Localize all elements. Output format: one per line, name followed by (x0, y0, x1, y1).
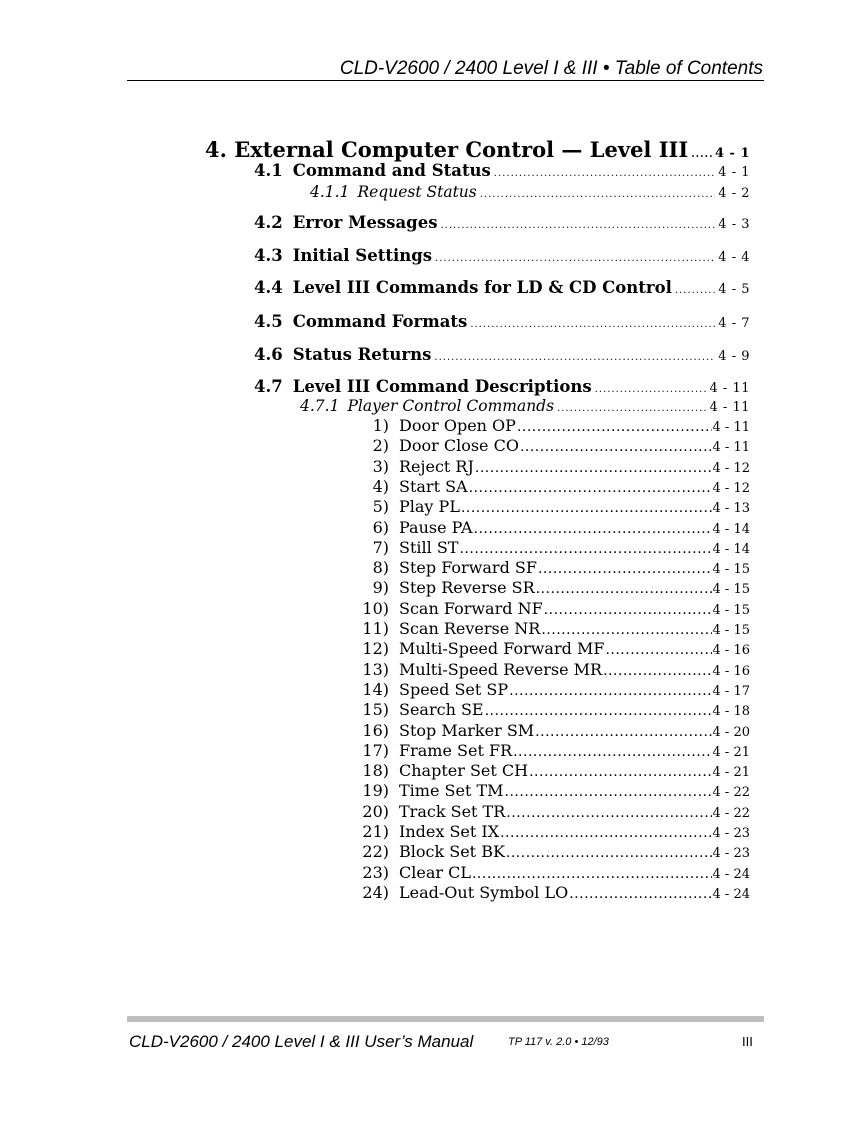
toc-chapter-label: 4. External Computer Control — Level III (205, 137, 689, 162)
toc-command-entry[interactable] (362, 560, 750, 576)
dot-leader (485, 704, 712, 718)
toc-command-number: 16) (362, 720, 389, 740)
toc-command-number: 9) (372, 578, 389, 598)
toc-command-label: Speed Set SP (399, 679, 509, 699)
toc-page-number: 4 - 9 (718, 349, 750, 364)
toc-page-number: 4 - 12 (712, 460, 750, 476)
dot-leader (603, 664, 711, 678)
toc-command-label: Step Forward SF (399, 558, 537, 578)
toc-command-label: Start SA (399, 476, 468, 496)
toc-page-number: 4 - 24 (712, 866, 750, 882)
toc-command-label: Frame Set FR (399, 740, 513, 760)
toc-command-entry[interactable] (362, 783, 750, 799)
footer-revision: TP 117 v. 2.0 • 12/93 (508, 1036, 609, 1048)
toc-page-number: 4 - 20 (712, 724, 750, 740)
toc-page-number: 4 - 11 (712, 420, 750, 435)
toc-command-number: 2) (372, 436, 389, 456)
toc-command-number: 1) (372, 416, 389, 435)
toc-section-entry[interactable] (254, 347, 750, 364)
toc-command-entry[interactable] (362, 679, 750, 699)
toc-section-label: Player Control Commands (347, 397, 555, 415)
header-title: CLD-V2600 / 2400 Level I & III • Table of Contents (339, 58, 763, 79)
toc-page-number: 4 - 11 (712, 440, 750, 456)
toc-command-entry[interactable] (362, 621, 750, 637)
dot-leader (675, 286, 715, 296)
toc-command-label: Reject RJ (399, 456, 474, 476)
toc-page-number: 4 - 16 (712, 643, 750, 659)
dot-leader (480, 190, 716, 200)
dot-leader (469, 481, 712, 495)
toc-command-number: 22) (362, 842, 389, 862)
dot-leader (435, 254, 715, 264)
toc-section-label: Level III Command Descriptions (292, 377, 592, 396)
toc-section-label: Error Messages (292, 213, 438, 232)
toc-page-number: 4 - 22 (712, 805, 750, 821)
footer-divider (127, 1016, 764, 1022)
dot-leader (691, 150, 712, 160)
toc-command-entry[interactable] (362, 763, 750, 779)
toc-command-number: 18) (362, 761, 389, 781)
toc-command-entry[interactable] (362, 659, 750, 679)
toc-page-number: 4 - 24 (712, 886, 750, 902)
toc-command-number: 8) (372, 558, 389, 578)
toc-section-number: 4.7 (254, 377, 283, 396)
toc-page-number: 4 - 14 (712, 541, 750, 557)
toc-command-label: Track Set TR (399, 801, 506, 821)
dot-leader (538, 562, 712, 576)
toc-command-entry[interactable] (362, 720, 750, 740)
toc-command-number: 14) (362, 679, 389, 699)
toc-page-number: 4 - 3 (718, 217, 750, 232)
toc-page-number: 4 - 21 (712, 765, 750, 781)
toc-command-label: Index Set IX (399, 822, 500, 841)
toc-page-number: 4 - 22 (712, 785, 750, 801)
toc-command-label: Pause PA (399, 517, 473, 537)
toc-command-number: 15) (362, 700, 389, 720)
dot-leader (470, 320, 715, 330)
toc-section-entry[interactable] (254, 280, 750, 297)
dot-leader (595, 385, 707, 395)
toc-command-number: 17) (362, 740, 389, 760)
dot-leader (517, 420, 712, 434)
dot-leader (535, 725, 711, 739)
dot-leader (475, 461, 712, 475)
toc-subsection-entry[interactable] (300, 399, 750, 415)
toc-command-entry[interactable] (362, 598, 750, 618)
toc-chapter-entry[interactable] (205, 139, 750, 160)
toc-command-entry[interactable] (362, 517, 750, 537)
dot-leader (505, 785, 712, 799)
toc-command-label: Play PL (399, 497, 460, 517)
toc-command-number: 23) (362, 862, 389, 882)
dot-leader (557, 404, 706, 414)
toc-command-label: Block Set BK (399, 842, 505, 862)
toc-section-entry[interactable] (254, 379, 750, 396)
toc-command-entry[interactable] (362, 537, 750, 557)
toc-command-label: Still ST (399, 537, 459, 557)
toc-command-entry[interactable] (362, 438, 750, 454)
dot-leader (544, 603, 712, 617)
toc-command-number: 19) (362, 781, 389, 801)
toc-page-number: 4 - 23 (712, 846, 750, 862)
toc-command-number: 7) (372, 537, 389, 557)
dot-leader (506, 806, 711, 820)
toc-section-number: 4.5 (254, 312, 283, 331)
toc-section-number: 4.1.1 (310, 183, 350, 201)
toc-page-number: 4 - 18 (712, 704, 750, 720)
toc-page-number: 4 - 15 (712, 582, 750, 598)
toc-command-label: Multi-Speed Reverse MR (399, 659, 603, 679)
toc-command-number: 12) (362, 639, 389, 659)
toc-page-number: 4 - 15 (712, 562, 750, 578)
toc-page-number: 4 - 4 (718, 250, 750, 265)
dot-leader (509, 684, 711, 698)
toc-command-entry[interactable] (362, 702, 750, 718)
toc-page-number: 4 - 23 (712, 826, 750, 841)
dot-leader (520, 440, 712, 454)
toc-command-label: Search SE (399, 700, 484, 720)
toc-page-number: 4 - 1 (718, 165, 750, 180)
dot-leader (472, 867, 712, 881)
toc-command-label: Door Open OP (399, 416, 516, 435)
toc-command-entry[interactable] (362, 882, 750, 902)
toc-section-entry[interactable] (254, 215, 750, 232)
dot-leader (513, 745, 711, 759)
toc-command-label: Stop Marker SM (399, 720, 535, 740)
toc-page-number: 4 - 14 (712, 521, 750, 537)
toc-section-number: 4.4 (254, 278, 283, 297)
toc-command-label: Step Reverse SR (399, 578, 535, 598)
toc-command-entry[interactable] (362, 740, 750, 760)
toc-command-label: Scan Reverse NR (399, 619, 541, 638)
toc-section-number: 4.7.1 (300, 397, 340, 415)
toc-subsection-entry[interactable] (310, 185, 750, 201)
toc-section-label: Command and Status (292, 161, 491, 180)
toc-command-label: Door Close CO (399, 436, 519, 456)
toc-page-number: 4 - 15 (712, 602, 750, 618)
toc-section-number: 4.6 (254, 345, 283, 364)
toc-section-label: Request Status (357, 183, 477, 201)
toc-section-label: Level III Commands for LD & CD Control (292, 278, 672, 297)
toc-command-number: 5) (372, 497, 389, 517)
toc-page-number: 4 - 12 (712, 480, 750, 496)
toc-section-entry[interactable] (254, 314, 750, 331)
toc-page-number: 4 - 17 (712, 683, 750, 699)
toc-command-number: 6) (372, 517, 389, 537)
toc-section-entry[interactable] (254, 163, 750, 180)
dot-leader (500, 826, 711, 840)
toc-page-number: 4 - 2 (718, 186, 750, 201)
toc-command-label: Scan Forward NF (399, 598, 543, 618)
dot-leader (459, 542, 711, 556)
toc-command-label: Time Set TM (399, 781, 504, 801)
toc-command-entry[interactable] (362, 418, 750, 434)
toc-command-number: 24) (362, 882, 389, 902)
toc-section-number: 4.3 (254, 246, 283, 265)
dot-leader (461, 501, 712, 515)
toc-command-number: 13) (362, 659, 389, 679)
toc-command-entry[interactable] (362, 801, 750, 821)
toc-command-entry[interactable] (362, 862, 750, 882)
toc-page-number: 4 - 5 (718, 282, 750, 297)
dot-leader (474, 522, 712, 536)
toc-command-number: 21) (362, 822, 389, 841)
toc-command-entry[interactable] (362, 499, 750, 515)
toc-command-label: Multi-Speed Forward MF (399, 639, 605, 659)
toc-command-entry[interactable] (362, 844, 750, 860)
toc-command-label: Clear CL (399, 862, 471, 882)
toc-command-entry[interactable] (362, 580, 750, 596)
footer-manual-title: CLD-V2600 / 2400 Level I & III User’s Manual (129, 1032, 474, 1051)
dot-leader (506, 846, 712, 860)
toc-section-label: Command Formats (292, 312, 468, 331)
toc-page-number: 4 - 11 (709, 381, 750, 396)
toc-page-number: 4 - 21 (712, 744, 750, 760)
toc-section-label: Status Returns (292, 345, 432, 364)
toc-command-number: 10) (362, 598, 389, 618)
footer-page-number: III (742, 1034, 753, 1049)
toc-page-number: 4 - 7 (718, 316, 750, 331)
dot-leader (529, 765, 711, 779)
toc-command-entry[interactable] (362, 476, 750, 496)
toc-command-number: 3) (372, 456, 389, 476)
dot-leader (605, 643, 711, 657)
toc-command-label: Lead-Out Symbol LO (399, 882, 569, 902)
toc-section-number: 4.1 (254, 161, 283, 180)
toc-section-entry[interactable] (254, 248, 750, 265)
toc-command-number: 11) (362, 619, 389, 638)
toc-command-label: Chapter Set CH (399, 761, 529, 781)
toc-page-number: 4 - 16 (712, 663, 750, 679)
toc-page-number: 4 - 13 (712, 501, 750, 517)
toc-command-entry[interactable] (362, 641, 750, 657)
dot-leader (536, 582, 712, 596)
header-divider (127, 80, 764, 81)
toc-section-label: Initial Settings (292, 246, 433, 265)
dot-leader (440, 221, 715, 231)
dot-leader (541, 623, 711, 637)
toc-command-number: 20) (362, 801, 389, 821)
toc-page-number: 4 - 1 (714, 146, 750, 161)
toc-section-number: 4.2 (254, 213, 283, 232)
dot-leader (434, 353, 715, 363)
dot-leader (569, 887, 711, 901)
toc-command-number: 4) (372, 476, 389, 496)
toc-command-entry[interactable] (362, 824, 750, 840)
toc-page-number: 4 - 15 (712, 623, 750, 638)
toc-command-entry[interactable] (362, 456, 750, 476)
dot-leader (494, 169, 715, 179)
toc-page-number: 4 - 11 (709, 400, 750, 415)
